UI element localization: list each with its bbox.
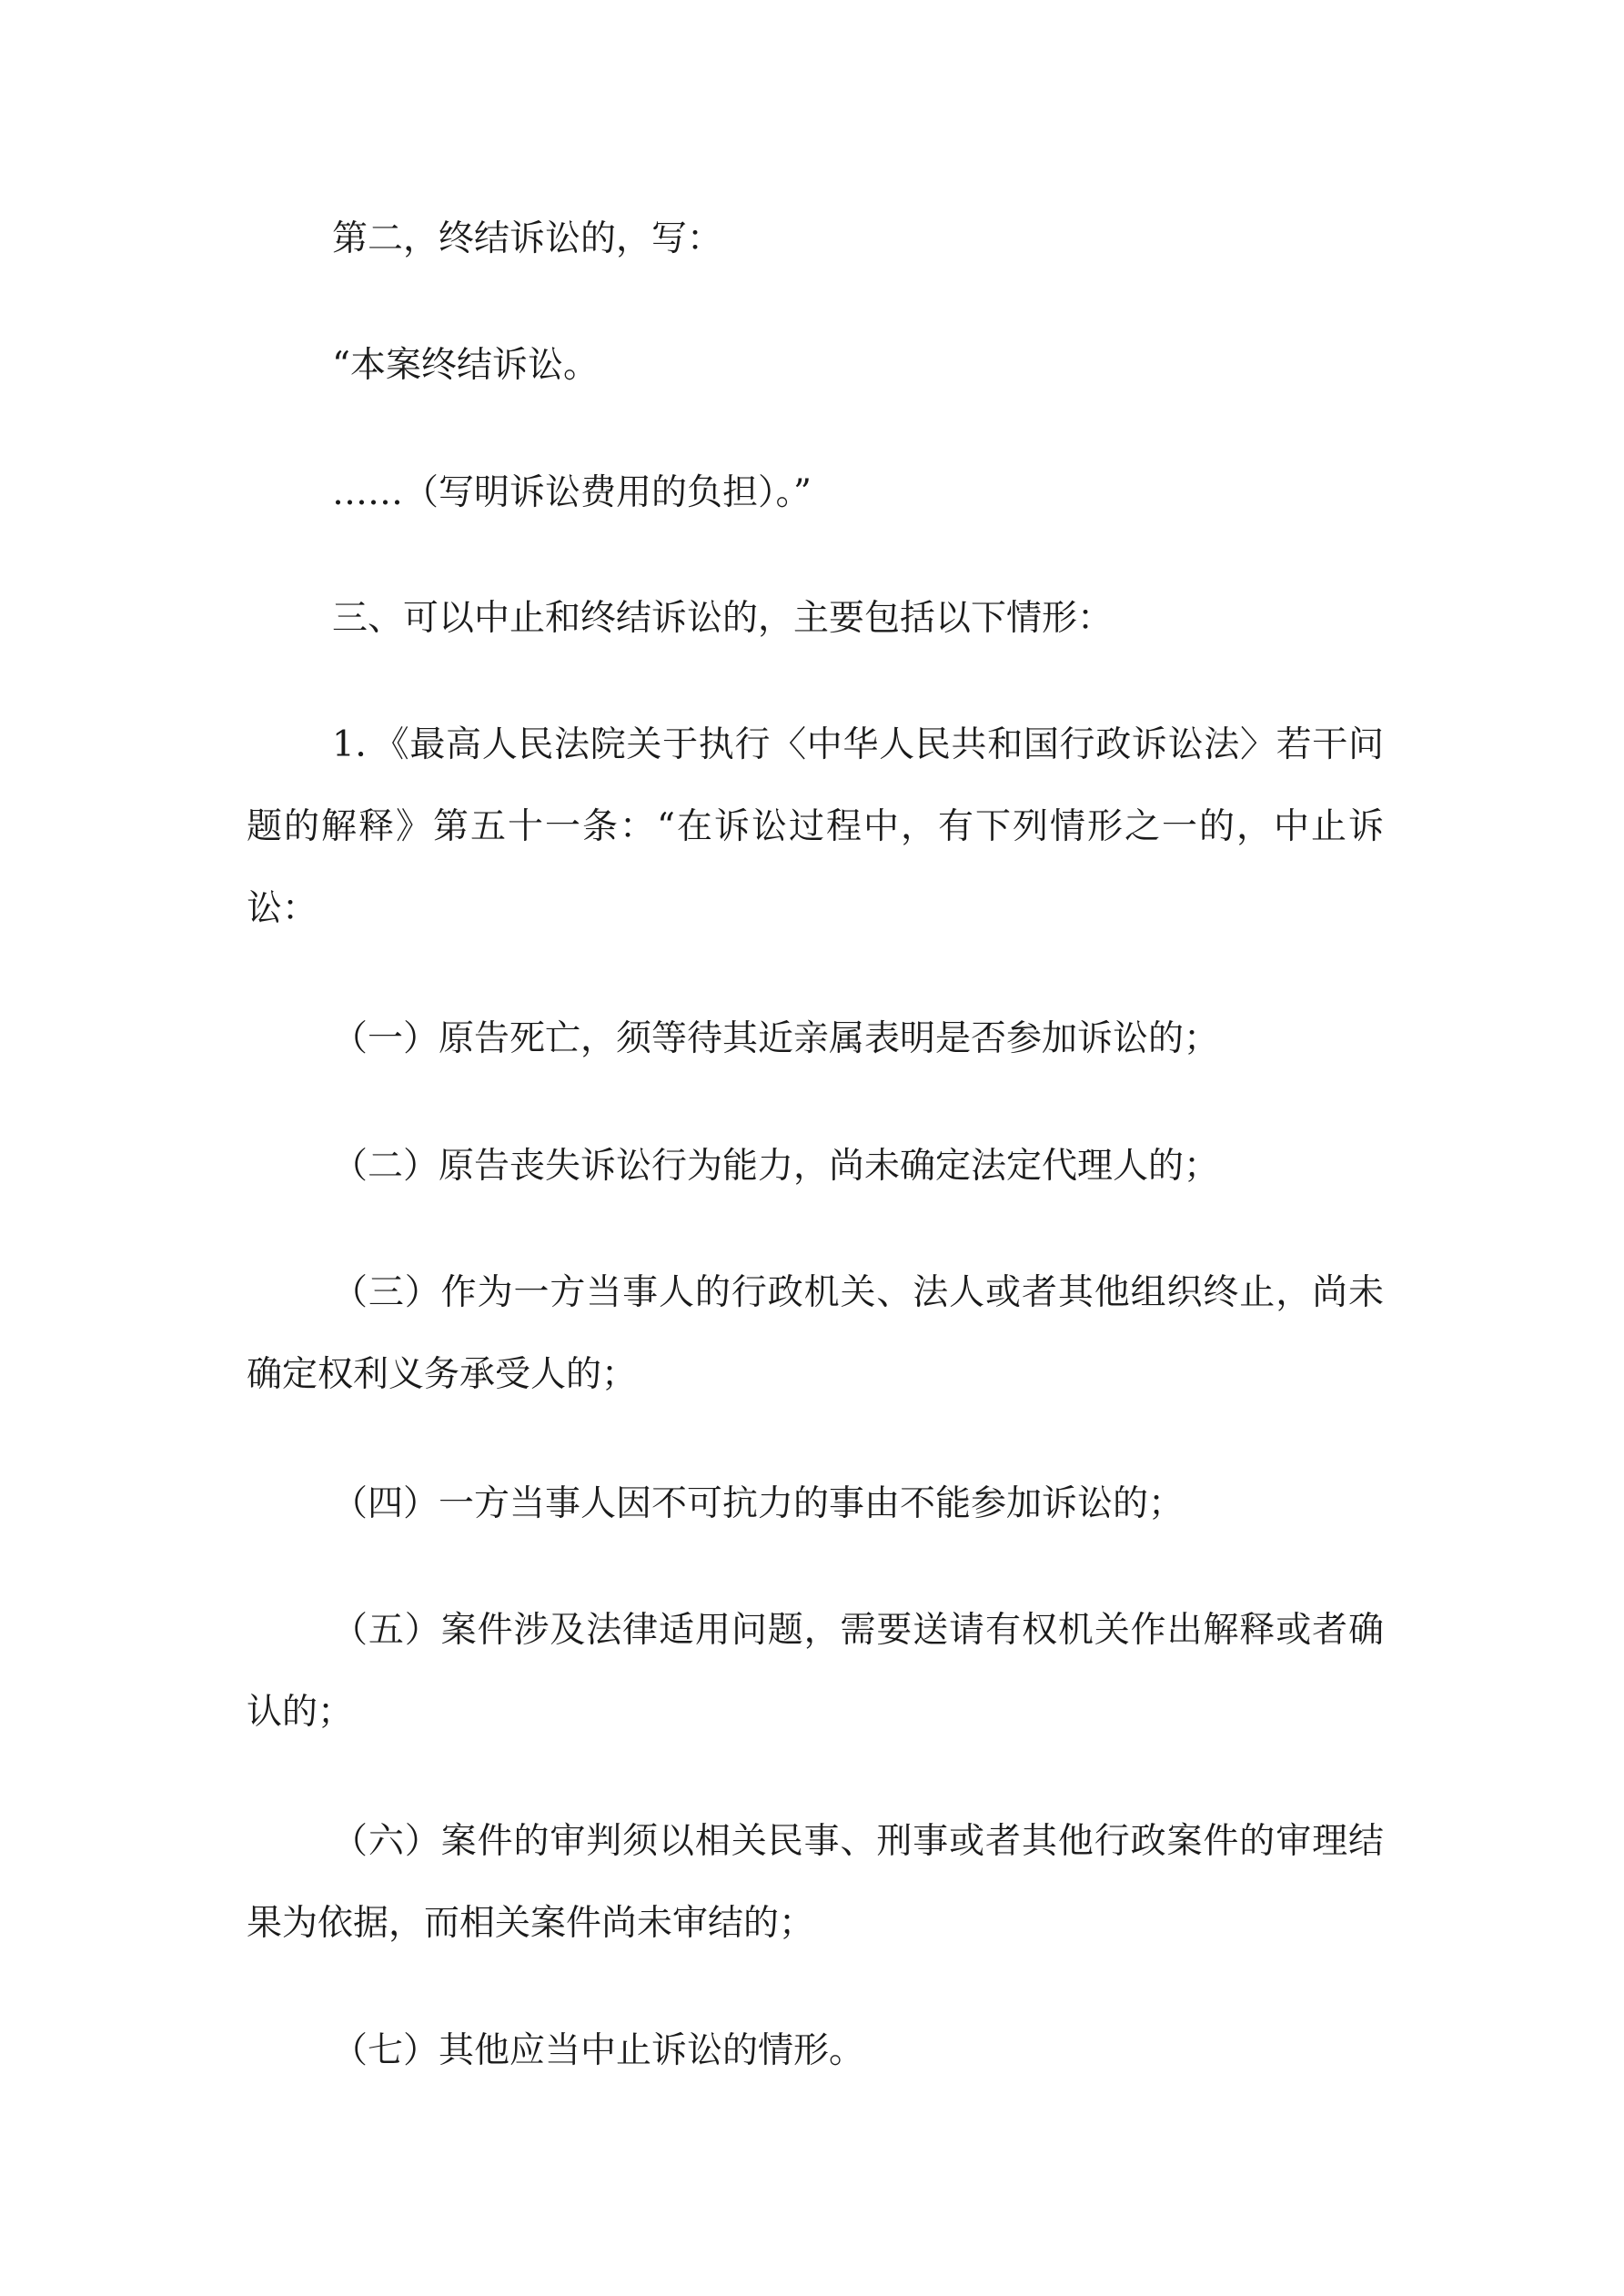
- paragraph-termination-heading: 第二，终结诉讼的，写：: [332, 218, 723, 259]
- list-item-2: （二）原告丧失诉讼行为能力，尚未确定法定代理人的；: [332, 1146, 1220, 1187]
- list-item-7: （七）其他应当中止诉讼的情形。: [332, 2030, 865, 2071]
- paragraph-article-51: 1．《最高人民法院关于执行〈中华人民共和国行政诉讼法〉若干问题的解释》第五十一条：“在诉讼过程中，有下列情形之一的，中止诉讼：: [247, 724, 1384, 929]
- list-item-3: （三）作为一方当事人的行政机关、法人或者其他组织终止，尚未确定权利义务承受人的；: [247, 1272, 1384, 1395]
- list-item-1: （一）原告死亡，须等待其近亲属表明是否参加诉讼的；: [332, 1018, 1220, 1059]
- list-item-6: （六）案件的审判须以相关民事、刑事或者其他行政案件的审理结果为依据，而相关案件尚未审结的；: [247, 1821, 1384, 1944]
- paragraph-litigation-costs: ……（写明诉讼费用的负担）。”: [332, 472, 812, 513]
- paragraph-termination-quote: “本案终结诉讼。: [332, 345, 599, 386]
- list-item-4: （四）一方当事人因不可抗力的事由不能参加诉讼的；: [332, 1483, 1185, 1524]
- paragraph-section-three: 三、可以中止和终结诉讼的，主要包括以下情形：: [332, 598, 1114, 639]
- list-item-5: （五）案件涉及法律适用问题，需要送请有权机关作出解释或者确认的；: [247, 1610, 1384, 1733]
